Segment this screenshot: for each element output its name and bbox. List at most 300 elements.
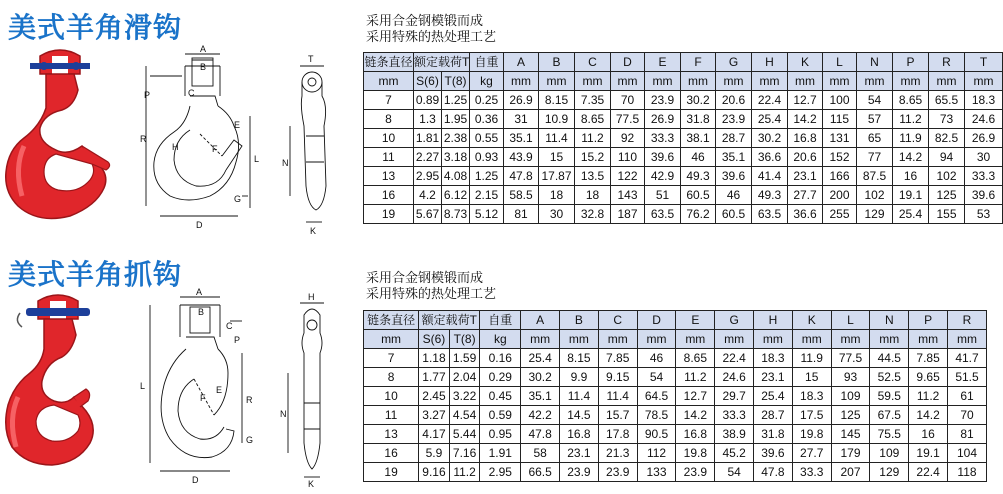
header-cell: E	[645, 53, 681, 72]
header-cell: R	[948, 311, 987, 330]
dim-label-b: B	[200, 62, 207, 72]
table-cell: 82.5	[929, 129, 965, 148]
table-cell: 115	[823, 110, 857, 129]
table-cell: 63.5	[645, 205, 681, 224]
table-cell: 9.9	[560, 368, 599, 387]
header-cell: F	[681, 53, 716, 72]
dim-label-r: R	[140, 134, 147, 144]
red-grab-hook-image	[0, 293, 128, 483]
table-cell: 25.4	[521, 349, 560, 368]
table-cell: 11.4	[560, 387, 599, 406]
table-cell: 11.2	[575, 129, 611, 148]
dim-label-g: G	[246, 435, 254, 445]
table-row	[364, 406, 987, 425]
table-cell: 26.9	[645, 110, 681, 129]
unit-cell: mm	[788, 72, 823, 91]
table-cell: 16.8	[788, 129, 823, 148]
header-cell: A	[504, 53, 539, 72]
dim-label-d: D	[192, 475, 199, 485]
header-cell: G	[715, 311, 754, 330]
table-cell: 58	[521, 444, 560, 463]
unit-cell: mm	[893, 72, 929, 91]
unit-cell: mm	[870, 330, 909, 349]
unit-cell: mm	[754, 330, 793, 349]
table-cell: 36.6	[752, 148, 788, 167]
table-cell: 13	[364, 167, 414, 186]
table-cell: 19	[364, 463, 419, 482]
dim-label-e: E	[234, 120, 241, 130]
table-cell: 2.15	[470, 186, 504, 205]
dim-label-c: C	[226, 321, 233, 331]
table-cell: 33.3	[792, 463, 831, 482]
unit-cell: mm	[857, 72, 893, 91]
table-cell: 19.8	[792, 425, 831, 444]
table-cell: 60.5	[681, 186, 716, 205]
table-cell: 7.35	[575, 91, 611, 110]
table-cell: 31	[504, 110, 539, 129]
table-cell: 53	[965, 205, 1003, 224]
table-cell: 1.59	[449, 349, 480, 368]
table-cell: 125	[929, 186, 965, 205]
table-cell: 23.9	[676, 463, 715, 482]
process-notes	[366, 271, 496, 303]
table-cell: 25.4	[893, 205, 929, 224]
unit-cell: mm	[598, 330, 637, 349]
table-cell: 61	[948, 387, 987, 406]
table-cell: 179	[831, 444, 870, 463]
table-cell: 102	[929, 167, 965, 186]
slip-hook-dimension-drawing	[130, 46, 360, 236]
table-cell: 24.6	[715, 368, 754, 387]
table-cell: 8	[364, 110, 414, 129]
table-cell: 10	[364, 129, 414, 148]
table-row	[364, 186, 1003, 205]
header-cell: C	[598, 311, 637, 330]
dim-label-a: A	[196, 287, 203, 297]
table-cell: 15.7	[598, 406, 637, 425]
slip-hook-section	[0, 0, 996, 247]
header-cell: D	[637, 311, 676, 330]
table-cell: 10	[364, 387, 419, 406]
table-cell: 90.5	[637, 425, 676, 444]
table-cell: 38.9	[715, 425, 754, 444]
table-cell: 38.1	[681, 129, 716, 148]
header-cell: B	[539, 53, 575, 72]
table-cell: 26.9	[504, 91, 539, 110]
table-cell: 143	[611, 186, 645, 205]
header-cell: E	[676, 311, 715, 330]
table-cell: 1.77	[419, 368, 450, 387]
table-cell: 30.2	[521, 368, 560, 387]
table-row	[364, 444, 987, 463]
table-cell: 54	[637, 368, 676, 387]
unit-cell: mm	[676, 330, 715, 349]
table-cell: 1.25	[442, 91, 470, 110]
table-cell: 2.04	[449, 368, 480, 387]
table-cell: 52.5	[870, 368, 909, 387]
dim-label-p: P	[234, 335, 241, 345]
table-row	[364, 148, 1003, 167]
unit-cell: mm	[831, 330, 870, 349]
table-cell: 1.95	[442, 110, 470, 129]
dim-label-e: E	[216, 385, 223, 395]
unit-cell: mm	[645, 72, 681, 91]
header-cell: K	[788, 53, 823, 72]
unit-cell: mm	[560, 330, 599, 349]
note-line: 采用特殊的热处理工艺	[366, 30, 497, 45]
header-cell: T	[965, 53, 1003, 72]
unit-cell: S(6)	[414, 72, 442, 91]
table-cell: 0.95	[480, 425, 521, 444]
table-cell: 35.1	[504, 129, 539, 148]
table-cell: 22.4	[909, 463, 948, 482]
table-cell: 8.15	[539, 91, 575, 110]
table-cell: 110	[611, 148, 645, 167]
table-cell: 7.85	[598, 349, 637, 368]
table-cell: 19.1	[909, 444, 948, 463]
table-cell: 36.6	[788, 205, 823, 224]
table-cell: 129	[857, 205, 893, 224]
table-cell: 47.8	[754, 463, 793, 482]
table-cell: 60.5	[716, 205, 752, 224]
dim-label-n: N	[280, 409, 287, 419]
header-cell: 链条直径	[364, 53, 414, 72]
table-cell: 8.65	[893, 91, 929, 110]
table-cell: 49.3	[681, 167, 716, 186]
table-cell: 14.2	[676, 406, 715, 425]
process-notes	[366, 14, 496, 46]
table-cell: 11.4	[598, 387, 637, 406]
table-cell: 35.1	[716, 148, 752, 167]
table-cell: 22.4	[752, 91, 788, 110]
table-cell: 93	[831, 368, 870, 387]
unit-cell: mm	[575, 72, 611, 91]
table-cell: 39.6	[716, 167, 752, 186]
table-cell: 16	[364, 444, 419, 463]
table-row	[364, 205, 1003, 224]
table-cell: 0.93	[470, 148, 504, 167]
table-cell: 19.1	[893, 186, 929, 205]
table-cell: 77.5	[831, 349, 870, 368]
table-cell: 8.65	[575, 110, 611, 129]
table-cell: 47.8	[504, 167, 539, 186]
table-cell: 30	[539, 205, 575, 224]
table-cell: 14.2	[788, 110, 823, 129]
table-cell: 0.36	[470, 110, 504, 129]
header-cell: C	[575, 53, 611, 72]
table-cell: 6.12	[442, 186, 470, 205]
table-cell: 16	[364, 186, 414, 205]
table-cell: 70	[611, 91, 645, 110]
table-cell: 100	[823, 91, 857, 110]
table-unit-row	[364, 72, 1003, 91]
table-cell: 33.3	[965, 167, 1003, 186]
table-cell: 11.4	[539, 129, 575, 148]
table-cell: 19	[364, 205, 414, 224]
table-cell: 30	[965, 148, 1003, 167]
table-row	[364, 110, 1003, 129]
dim-label-f: F	[200, 393, 206, 403]
section-title: 美式羊角抓钩	[8, 258, 183, 291]
table-cell: 54	[857, 91, 893, 110]
table-cell: 145	[831, 425, 870, 444]
note-line: 采用合金钢模锻而成	[366, 271, 484, 286]
table-cell: 23.9	[716, 110, 752, 129]
table-cell: 32.8	[575, 205, 611, 224]
table-row	[364, 463, 987, 482]
table-cell: 18.3	[965, 91, 1003, 110]
table-cell: 39.6	[965, 186, 1003, 205]
table-cell: 20.6	[788, 148, 823, 167]
table-cell: 21.3	[598, 444, 637, 463]
header-cell: D	[611, 53, 645, 72]
table-cell: 35.1	[521, 387, 560, 406]
table-cell: 109	[831, 387, 870, 406]
unit-cell: S(6)	[419, 330, 450, 349]
table-cell: 7.85	[909, 349, 948, 368]
table-cell: 13.5	[575, 167, 611, 186]
table-cell: 16	[893, 167, 929, 186]
table-cell: 17.5	[792, 406, 831, 425]
table-cell: 33.3	[715, 406, 754, 425]
table-cell: 1.81	[414, 129, 442, 148]
dim-label-t: T	[308, 54, 314, 64]
grab-hook-section	[0, 247, 993, 494]
unit-cell: mm	[715, 330, 754, 349]
table-cell: 42.2	[521, 406, 560, 425]
table-cell: 11.2	[893, 110, 929, 129]
table-cell: 255	[823, 205, 857, 224]
table-cell: 77	[857, 148, 893, 167]
table-cell: 11.2	[676, 368, 715, 387]
table-cell: 23.9	[645, 91, 681, 110]
table-cell: 41.4	[752, 167, 788, 186]
table-cell: 1.25	[470, 167, 504, 186]
header-cell: 自重	[480, 311, 521, 330]
table-cell: 31.8	[681, 110, 716, 129]
note-line: 采用特殊的热处理工艺	[366, 287, 497, 302]
unit-cell: mm	[948, 330, 987, 349]
table-cell: 8	[364, 368, 419, 387]
table-cell: 5.9	[419, 444, 450, 463]
unit-cell: mm	[611, 72, 645, 91]
table-header-row	[364, 53, 1003, 72]
table-row	[364, 368, 987, 387]
table-cell: 39.6	[645, 148, 681, 167]
table-cell: 112	[637, 444, 676, 463]
red-slip-hook-image	[0, 46, 128, 236]
table-cell: 11	[364, 406, 419, 425]
unit-cell: mm	[716, 72, 752, 91]
table-cell: 0.55	[470, 129, 504, 148]
table-cell: 45.2	[715, 444, 754, 463]
table-cell: 19.8	[676, 444, 715, 463]
table-cell: 7	[364, 91, 414, 110]
table-cell: 92	[611, 129, 645, 148]
table-cell: 122	[611, 167, 645, 186]
header-cell: H	[752, 53, 788, 72]
dim-label-k: K	[310, 226, 317, 236]
header-cell: L	[823, 53, 857, 72]
table-cell: 5.67	[414, 205, 442, 224]
table-row	[364, 425, 987, 444]
table-cell: 16.8	[676, 425, 715, 444]
table-cell: 33.3	[645, 129, 681, 148]
table-cell: 10.9	[539, 110, 575, 129]
table-cell: 109	[870, 444, 909, 463]
section-title: 美式羊角滑钩	[8, 11, 183, 44]
header-cell: H	[754, 311, 793, 330]
table-row	[364, 129, 1003, 148]
unit-cell: mm	[364, 330, 419, 349]
table-cell: 2.27	[414, 148, 442, 167]
table-unit-row	[364, 330, 987, 349]
table-cell: 54	[715, 463, 754, 482]
table-cell: 2.95	[414, 167, 442, 186]
table-cell: 30.2	[752, 129, 788, 148]
table-cell: 18.3	[792, 387, 831, 406]
table-cell: 11	[364, 148, 414, 167]
table-cell: 1.3	[414, 110, 442, 129]
table-cell: 23.9	[560, 463, 599, 482]
table-cell: 63.5	[752, 205, 788, 224]
table-cell: 102	[857, 186, 893, 205]
unit-cell: mm	[504, 72, 539, 91]
unit-cell: mm	[637, 330, 676, 349]
header-cell: G	[716, 53, 752, 72]
table-cell: 4.17	[419, 425, 450, 444]
table-cell: 0.59	[480, 406, 521, 425]
table-cell: 46	[716, 186, 752, 205]
table-cell: 4.54	[449, 406, 480, 425]
table-cell: 1.18	[419, 349, 450, 368]
table-cell: 59.5	[870, 387, 909, 406]
table-cell: 28.7	[754, 406, 793, 425]
dim-label-l: L	[140, 381, 146, 391]
header-cell: N	[857, 53, 893, 72]
table-cell: 166	[823, 167, 857, 186]
table-cell: 30.2	[681, 91, 716, 110]
header-cell: 自重	[470, 53, 504, 72]
dim-label-h: H	[172, 142, 179, 152]
table-cell: 4.08	[442, 167, 470, 186]
table-cell: 14.2	[893, 148, 929, 167]
table-header-row	[364, 311, 987, 330]
table-cell: 207	[831, 463, 870, 482]
unit-cell: mm	[823, 72, 857, 91]
header-cell: 链条直径	[364, 311, 419, 330]
table-cell: 4.2	[414, 186, 442, 205]
table-cell: 94	[929, 148, 965, 167]
table-cell: 23.1	[788, 167, 823, 186]
header-cell: A	[521, 311, 560, 330]
dim-label-p: P	[144, 90, 151, 100]
table-cell: 14.2	[909, 406, 948, 425]
table-cell: 46	[681, 148, 716, 167]
table-cell: 26.9	[965, 129, 1003, 148]
table-cell: 200	[823, 186, 857, 205]
table-cell: 64.5	[637, 387, 676, 406]
table-cell: 81	[948, 425, 987, 444]
dim-label-r: R	[246, 395, 253, 405]
table-cell: 17.8	[598, 425, 637, 444]
table-cell: 77.5	[611, 110, 645, 129]
unit-cell: mm	[681, 72, 716, 91]
table-cell: 65	[857, 129, 893, 148]
unit-cell: mm	[539, 72, 575, 91]
table-cell: 133	[637, 463, 676, 482]
dim-label-d: D	[196, 220, 203, 230]
table-cell: 23.9	[598, 463, 637, 482]
slip-hook-spec-table	[363, 52, 1003, 224]
table-cell: 13	[364, 425, 419, 444]
table-row	[364, 91, 1003, 110]
unit-cell: mm	[965, 72, 1003, 91]
table-cell: 155	[929, 205, 965, 224]
note-line: 采用合金钢模锻而成	[366, 14, 484, 29]
table-cell: 65.5	[929, 91, 965, 110]
table-cell: 125	[831, 406, 870, 425]
table-cell: 152	[823, 148, 857, 167]
table-cell: 9.15	[598, 368, 637, 387]
header-cell: P	[893, 53, 929, 72]
table-cell: 118	[948, 463, 987, 482]
table-cell: 1.91	[480, 444, 521, 463]
table-cell: 15.2	[575, 148, 611, 167]
table-cell: 3.18	[442, 148, 470, 167]
table-cell: 2.95	[480, 463, 521, 482]
table-cell: 18	[539, 186, 575, 205]
table-row	[364, 349, 987, 368]
table-cell: 8.15	[560, 349, 599, 368]
table-cell: 42.9	[645, 167, 681, 186]
header-cell: N	[870, 311, 909, 330]
table-cell: 51	[645, 186, 681, 205]
header-cell: L	[831, 311, 870, 330]
table-cell: 22.4	[715, 349, 754, 368]
table-cell: 18.3	[754, 349, 793, 368]
table-cell: 11.2	[909, 387, 948, 406]
table-cell: 2.38	[442, 129, 470, 148]
header-cell: K	[792, 311, 831, 330]
header-cell: 额定载荷T	[419, 311, 480, 330]
table-cell: 3.27	[419, 406, 450, 425]
table-cell: 46	[637, 349, 676, 368]
table-cell: 187	[611, 205, 645, 224]
table-row	[364, 387, 987, 406]
table-cell: 7.16	[449, 444, 480, 463]
table-cell: 129	[870, 463, 909, 482]
dim-label-c: C	[188, 88, 195, 98]
table-cell: 17.87	[539, 167, 575, 186]
table-cell: 0.29	[480, 368, 521, 387]
table-cell: 7	[364, 349, 419, 368]
table-cell: 16.8	[560, 425, 599, 444]
table-cell: 73	[929, 110, 965, 129]
table-cell: 25.4	[754, 387, 793, 406]
unit-cell: T(8)	[442, 72, 470, 91]
table-cell: 5.12	[470, 205, 504, 224]
header-cell: B	[560, 311, 599, 330]
table-cell: 3.22	[449, 387, 480, 406]
table-cell: 0.16	[480, 349, 521, 368]
table-cell: 31.8	[754, 425, 793, 444]
grab-hook-spec-table	[363, 310, 987, 482]
table-cell: 44.5	[870, 349, 909, 368]
table-cell: 70	[948, 406, 987, 425]
table-cell: 43.9	[504, 148, 539, 167]
table-cell: 11.9	[792, 349, 831, 368]
